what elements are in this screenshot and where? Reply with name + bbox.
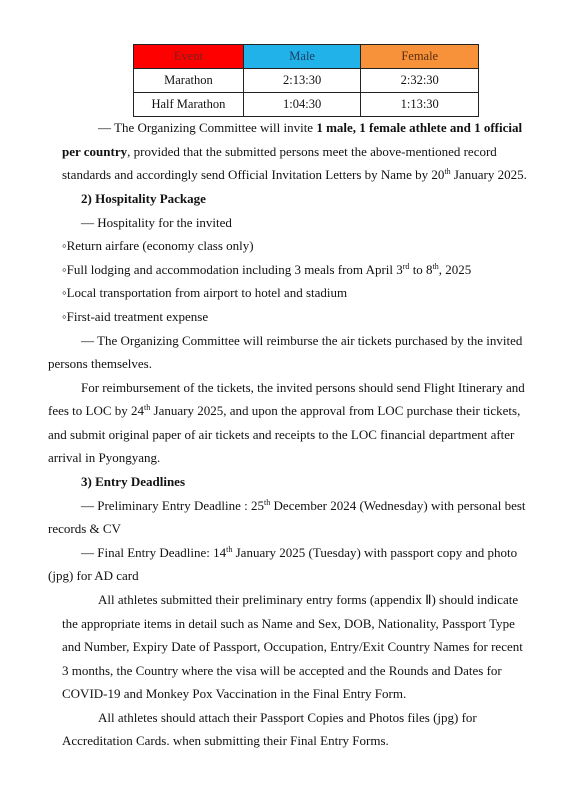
cell-event: Marathon: [134, 69, 244, 93]
entry-forms-line-4: 3 months, the Country where the visa will be accepted and the Rounds and Dates for: [62, 663, 502, 678]
cell-male: 2:13:30: [243, 69, 361, 93]
cell-female: 2:32:30: [361, 69, 479, 93]
invitation-line-1: — The Organizing Committee will invite 1 male, 1 female athlete and 1 official: [98, 120, 523, 135]
attach-line-1: All athletes should attach their Passport Copies and Photos files (jpg) for: [98, 710, 477, 725]
hospitality-heading: 2) Hospitality Package: [81, 191, 206, 206]
invitation-line-3: standards and accordingly send Official Invitation Letters by Name by 20th January 2025.: [62, 167, 527, 182]
header-female: Female: [361, 45, 479, 69]
final-deadline-cont: (jpg) for AD card: [48, 568, 139, 583]
reimburse-line-1: — The Organizing Committee will reimburse the air tickets purchased by the invited: [81, 333, 523, 348]
cell-male: 1:04:30: [243, 93, 361, 117]
hospitality-item: ◦Return airfare (economy class only): [62, 238, 254, 253]
entry-forms-line-2: the appropriate items in detail such as Name and Sex, DOB, Nationality, Passport Type: [62, 616, 515, 631]
procedure-line-3: and submit original paper of air tickets and receipts to the LOC financial department after: [48, 427, 515, 442]
entry-forms-line-1: All athletes submitted their preliminary entry forms (appendix Ⅱ) should indicate: [98, 592, 519, 607]
preliminary-deadline: — Preliminary Entry Deadline : 25th December 2024 (Wednesday) with personal best: [81, 498, 526, 513]
procedure-line-4: arrival in Pyongyang.: [48, 450, 161, 465]
procedure-line-1: For reimbursement of the tickets, the invited persons should send Flight Itinerary and: [81, 380, 525, 395]
entry-forms-line-3: and Number, Expiry Date of Passport, Occupation, Entry/Exit Country Names for recent: [62, 639, 523, 654]
table-row: [134, 69, 479, 93]
record-standards-table: [133, 44, 479, 117]
preliminary-deadline-cont: records & CV: [48, 521, 121, 536]
table-header-row: [134, 45, 479, 69]
procedure-line-2: fees to LOC by 24th January 2025, and upon the approval from LOC purchase their tickets,: [48, 403, 521, 418]
header-event: Event: [134, 45, 244, 69]
entry-forms-line-5: COVID-19 and Monkey Pox Vaccination in the Final Entry Form.: [62, 686, 407, 701]
hospitality-item: ◦First-aid treatment expense: [62, 309, 209, 324]
cell-event: Half Marathon: [134, 93, 244, 117]
attach-line-2: Accreditation Cards. when submitting their Final Entry Forms.: [62, 733, 389, 748]
entry-heading: 3) Entry Deadlines: [81, 474, 185, 489]
reimburse-line-2: persons themselves.: [48, 356, 152, 371]
invitation-line-2: per country, provided that the submitted persons meet the above-mentioned record: [62, 144, 497, 159]
hospitality-item: ◦Full lodging and accommodation including 3 meals from April 3rd to 8th, 2025: [62, 262, 472, 277]
final-deadline: — Final Entry Deadline: 14th January 2025 (Tuesday) with passport copy and photo: [81, 545, 518, 560]
hospitality-intro: — Hospitality for the invited: [81, 215, 232, 230]
cell-female: 1:13:30: [361, 93, 479, 117]
hospitality-item: ◦Local transportation from airport to hotel and stadium: [62, 285, 348, 300]
table-row: [134, 93, 479, 117]
header-male: Male: [243, 45, 361, 69]
